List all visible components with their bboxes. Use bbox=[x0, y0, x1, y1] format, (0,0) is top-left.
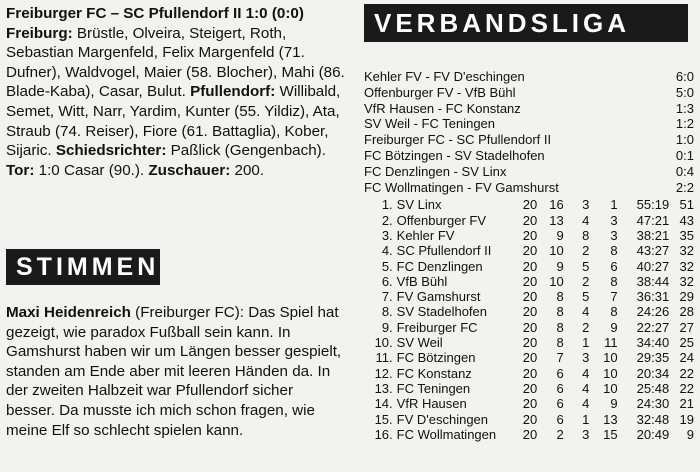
result-match: FC Bötzingen - SV Stadelhofen bbox=[364, 147, 545, 163]
standings-team: Freiburger FC bbox=[396, 319, 478, 335]
quote-text: Das Spiel hat gezeigt, wie paradox Fußball sein kann. In Gamshurst haben wir um Längen besser gespielt, standen am Ende aber mit leeren Händen da. In der zweiten Halbzeit war Pfullendorf sicher besser. Da musste ich mich schon fragen, wie meine Elf so schlecht spielen kann. bbox=[6, 304, 342, 439]
standings-won: 10 bbox=[549, 243, 564, 259]
result-match: FC Wollmatingen - FV Gamshurst bbox=[364, 179, 559, 195]
standings-lost: 10 bbox=[603, 380, 618, 396]
standings-row bbox=[364, 304, 694, 319]
standings-row bbox=[364, 381, 694, 396]
standings-drawn: 4 bbox=[582, 365, 590, 381]
result-match: Freiburger FC - SC Pfullendorf II bbox=[364, 132, 552, 148]
standings-games: 20 bbox=[522, 335, 538, 351]
standings-points: 22 bbox=[679, 380, 694, 396]
standings-drawn: 5 bbox=[582, 258, 590, 274]
standings-lost: 10 bbox=[603, 350, 618, 366]
standings-row bbox=[364, 427, 694, 442]
result-score: 2:2 bbox=[675, 179, 694, 195]
standings-drawn: 2 bbox=[582, 319, 590, 335]
results-list bbox=[364, 69, 694, 195]
standings-table bbox=[364, 197, 694, 442]
standings-drawn: 8 bbox=[582, 227, 590, 243]
standings-goals: 32:48 bbox=[636, 411, 670, 427]
standings-rank: 16. bbox=[374, 426, 393, 442]
standings-drawn: 4 bbox=[582, 212, 590, 228]
standings-games: 20 bbox=[522, 273, 538, 289]
standings-lost: 6 bbox=[610, 258, 618, 274]
standings-won: 8 bbox=[556, 319, 564, 335]
standings-goals: 47:21 bbox=[636, 212, 670, 228]
standings-lost: 8 bbox=[610, 243, 618, 259]
standings-rank: 10. bbox=[374, 335, 393, 351]
result-score: 0:1 bbox=[675, 147, 694, 163]
standings-rank: 13. bbox=[374, 380, 393, 396]
team1-lineup: Brüstle, Olveira, Steigert, Roth, Sebastian Margenfeld, Felix Margenfeld (71. Dufner), Waldvogel, Maier (58. Blocher), Mahi (86. Blade-Kaba), Casar, Bulut. bbox=[6, 24, 345, 101]
standings-goals: 20:34 bbox=[636, 365, 670, 381]
standings-row bbox=[364, 213, 694, 228]
quote-speaker: Maxi Heidenreich bbox=[6, 304, 131, 321]
stimmen-header: STIMMEN bbox=[6, 249, 160, 285]
standings-row bbox=[364, 366, 694, 381]
standings-won: 2 bbox=[556, 426, 564, 442]
standings-drawn: 5 bbox=[582, 289, 590, 305]
standings-row bbox=[364, 197, 694, 212]
standings-team: FC Denzlingen bbox=[396, 258, 483, 274]
standings-goals: 36:31 bbox=[636, 289, 670, 305]
standings-goals: 24:30 bbox=[636, 396, 670, 412]
standings-points: 29 bbox=[679, 289, 694, 305]
result-row bbox=[364, 85, 694, 101]
standings-lost: 11 bbox=[604, 335, 618, 351]
standings-games: 20 bbox=[522, 227, 538, 243]
match-headline: Freiburger FC – SC Pfullendorf II 1:0 (0:0) bbox=[6, 5, 304, 22]
standings-won: 8 bbox=[556, 304, 564, 320]
standings-rank: 4. bbox=[381, 243, 393, 259]
standings-games: 20 bbox=[522, 396, 538, 412]
verbandsliga-header: VERBANDSLIGA bbox=[364, 4, 688, 42]
standings-points: 27 bbox=[679, 319, 694, 335]
standings-drawn: 1 bbox=[582, 335, 590, 351]
league-panel bbox=[364, 69, 694, 442]
standings-rank: 6. bbox=[381, 273, 393, 289]
standings-rank: 9. bbox=[381, 319, 393, 335]
standings-team: VfB Bühl bbox=[396, 273, 448, 289]
standings-points: 21 bbox=[679, 396, 694, 412]
result-row bbox=[364, 101, 694, 117]
standings-rank: 12. bbox=[374, 365, 393, 381]
standings-goals: 25:48 bbox=[636, 380, 670, 396]
standings-team: SC Pfullendorf II bbox=[396, 243, 492, 259]
standings-row bbox=[364, 289, 694, 304]
standings-won: 9 bbox=[556, 258, 564, 274]
standings-goals: 40:27 bbox=[636, 258, 670, 274]
standings-team: SV Linx bbox=[396, 197, 442, 213]
standings-goals: 43:27 bbox=[636, 243, 670, 259]
standings-games: 20 bbox=[522, 304, 538, 320]
standings-team: FC Konstanz bbox=[396, 365, 472, 381]
standings-points: 35 bbox=[679, 227, 694, 243]
standings-rank: 8. bbox=[381, 304, 393, 320]
standings-team: FC Wollmatingen bbox=[396, 426, 497, 442]
team2-lineup: Willibald, Semet, Witt, Narr, Yardim, Kunter (55. Yildiz), Ata, Straub (74. Reiser), Fiore (61. Battaglia), Kober, Sijaric. bbox=[6, 83, 341, 160]
standings-drawn: 4 bbox=[582, 396, 590, 412]
standings-points: 28 bbox=[679, 304, 694, 320]
standings-games: 20 bbox=[522, 243, 538, 259]
standings-team: SV Weil bbox=[396, 335, 443, 351]
standings-drawn: 3 bbox=[582, 350, 590, 366]
quote-speaker-club: (Freiburger FC): bbox=[135, 304, 245, 321]
result-match: Offenburger FV - VfB Bühl bbox=[364, 84, 516, 100]
standings-won: 13 bbox=[549, 212, 564, 228]
standings-points: 43 bbox=[679, 212, 694, 228]
goals-label: Tor: bbox=[6, 161, 35, 179]
standings-won: 6 bbox=[556, 380, 564, 396]
standings-games: 20 bbox=[522, 365, 538, 381]
standings-goals: 38:21 bbox=[636, 227, 670, 243]
standings-won: 16 bbox=[549, 197, 564, 213]
standings-games: 20 bbox=[522, 289, 538, 305]
result-score: 0:4 bbox=[675, 163, 694, 179]
standings-goals: 22:27 bbox=[636, 319, 670, 335]
standings-games: 20 bbox=[522, 350, 538, 366]
standings-points: 32 bbox=[679, 258, 694, 274]
standings-rank: 7. bbox=[381, 289, 393, 305]
standings-won: 8 bbox=[556, 335, 564, 351]
standings-lost: 8 bbox=[610, 304, 618, 320]
standings-goals: 24:26 bbox=[636, 304, 670, 320]
standings-won: 8 bbox=[556, 289, 564, 305]
standings-games: 20 bbox=[522, 212, 538, 228]
standings-goals: 34:40 bbox=[636, 335, 670, 351]
standings-points: 25 bbox=[679, 335, 694, 351]
standings-drawn: 3 bbox=[582, 197, 590, 213]
standings-games: 20 bbox=[522, 426, 538, 442]
standings-rank: 2. bbox=[381, 212, 393, 228]
standings-drawn: 2 bbox=[582, 273, 590, 289]
standings-lost: 8 bbox=[610, 273, 618, 289]
result-row bbox=[364, 69, 694, 85]
standings-rank: 5. bbox=[381, 258, 393, 274]
standings-drawn: 4 bbox=[582, 380, 590, 396]
result-score: 1:0 bbox=[675, 132, 694, 148]
standings-points: 24 bbox=[679, 350, 694, 366]
standings-points: 19 bbox=[679, 411, 694, 427]
standings-drawn: 4 bbox=[582, 304, 590, 320]
standings-lost: 3 bbox=[610, 212, 618, 228]
standings-points: 51 bbox=[679, 197, 694, 213]
team1-label: Freiburg: bbox=[6, 24, 73, 42]
standings-row bbox=[364, 259, 694, 274]
team2-label: Pfullendorf: bbox=[190, 83, 276, 101]
result-match: SV Weil - FC Teningen bbox=[364, 116, 496, 132]
result-score: 1:3 bbox=[675, 100, 694, 116]
referee-name: Paßlick (Gengenbach). bbox=[170, 142, 326, 160]
result-match: FC Denzlingen - SV Linx bbox=[364, 163, 507, 179]
standings-team: FC Teningen bbox=[396, 380, 471, 396]
standings-lost: 7 bbox=[610, 289, 618, 305]
standings-lost: 3 bbox=[610, 227, 618, 243]
spectators-label: Zuschauer: bbox=[148, 161, 231, 179]
standings-team: SV Stadelhofen bbox=[396, 304, 488, 320]
standings-rank: 14. bbox=[374, 396, 393, 412]
standings-won: 6 bbox=[556, 411, 564, 427]
match-report bbox=[6, 4, 346, 180]
standings-lost: 9 bbox=[610, 319, 618, 335]
spectators-count: 200. bbox=[234, 161, 265, 179]
standings-points: 32 bbox=[679, 273, 694, 289]
standings-rank: 11. bbox=[375, 350, 393, 366]
standings-goals: 55:19 bbox=[636, 197, 670, 213]
standings-games: 20 bbox=[522, 258, 538, 274]
standings-lost: 10 bbox=[603, 365, 618, 381]
standings-rank: 15. bbox=[374, 411, 393, 427]
result-row bbox=[364, 132, 694, 148]
result-score: 1:2 bbox=[675, 116, 694, 132]
standings-lost: 1 bbox=[610, 197, 618, 213]
standings-games: 20 bbox=[522, 411, 538, 427]
standings-drawn: 3 bbox=[582, 426, 590, 442]
result-score: 6:0 bbox=[675, 69, 694, 84]
standings-row bbox=[364, 274, 694, 289]
standings-lost: 15 bbox=[603, 426, 618, 442]
match-report-text bbox=[6, 4, 346, 180]
standings-points: 32 bbox=[679, 243, 694, 259]
standings-won: 6 bbox=[556, 396, 564, 412]
standings-team: FV D'eschingen bbox=[396, 411, 489, 427]
standings-team: FV Gamshurst bbox=[396, 289, 481, 305]
goals-text: 1:0 Casar (90.). bbox=[38, 161, 145, 179]
standings-row bbox=[364, 243, 694, 258]
standings-won: 9 bbox=[556, 227, 564, 243]
standings-lost: 9 bbox=[610, 396, 618, 412]
standings-won: 7 bbox=[556, 350, 564, 366]
result-score: 5:0 bbox=[675, 84, 694, 100]
standings-rank: 3. bbox=[381, 227, 393, 243]
standings-won: 10 bbox=[549, 273, 564, 289]
stimmen-quote bbox=[6, 303, 346, 440]
standings-rank: 1. bbox=[381, 197, 393, 213]
standings-games: 20 bbox=[522, 319, 538, 335]
standings-goals: 38:44 bbox=[636, 273, 670, 289]
standings-goals: 29:35 bbox=[636, 350, 670, 366]
result-row bbox=[364, 180, 694, 196]
result-row bbox=[364, 148, 694, 164]
standings-drawn: 1 bbox=[582, 411, 590, 427]
standings-row bbox=[364, 320, 694, 335]
standings-row bbox=[364, 412, 694, 427]
standings-games: 20 bbox=[522, 380, 538, 396]
standings-games: 20 bbox=[522, 197, 538, 213]
referee-label: Schiedsrichter: bbox=[55, 142, 167, 160]
standings-team: VfR Hausen bbox=[396, 396, 467, 412]
standings-row bbox=[364, 350, 694, 365]
standings-team: FC Bötzingen bbox=[396, 350, 476, 366]
standings-points: 22 bbox=[679, 365, 694, 381]
standings-row bbox=[364, 228, 694, 243]
result-row bbox=[364, 116, 694, 132]
result-match: Kehler FV - FV D'eschingen bbox=[364, 69, 525, 84]
result-match: VfR Hausen - FC Konstanz bbox=[364, 100, 521, 116]
standings-drawn: 2 bbox=[582, 243, 590, 259]
result-row bbox=[364, 164, 694, 180]
standings-points: 9 bbox=[686, 426, 694, 442]
standings-team: Kehler FV bbox=[396, 227, 455, 243]
standings-row bbox=[364, 396, 694, 411]
standings-won: 6 bbox=[556, 365, 564, 381]
standings-row bbox=[364, 335, 694, 350]
standings-team: Offenburger FV bbox=[396, 212, 487, 228]
standings-goals: 20:49 bbox=[636, 426, 670, 442]
standings-lost: 13 bbox=[603, 411, 618, 427]
